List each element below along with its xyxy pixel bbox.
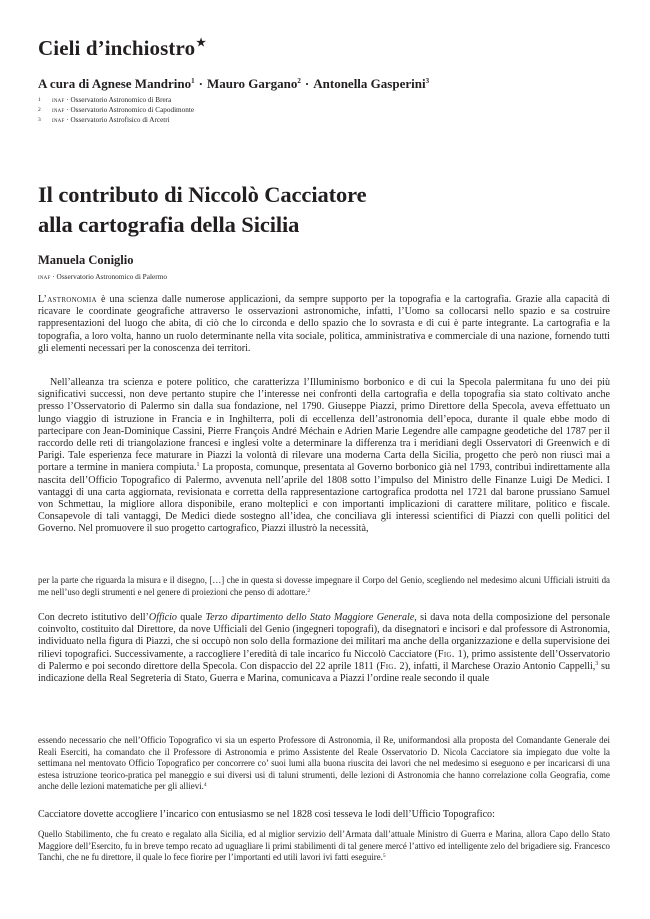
footnote-ref: 1: [196, 462, 200, 469]
paragraph-cacciatore: [38, 809, 610, 821]
article-title: [38, 180, 367, 240]
editors-prefix: A cura di: [38, 76, 90, 91]
author-affiliation: [38, 272, 167, 281]
paragraph-text: Cacciatore dovette accogliere l’incarico con entusiasmo se nel 1828 così tesseva le lodi dell’Ufficio Topografico:: [38, 809, 495, 820]
figure-ref: Fig. 2: [379, 660, 405, 672]
paragraph-text: Con decreto istitutivo dell’: [38, 612, 149, 623]
affiliation-item: [38, 115, 194, 125]
italic-term: Officio: [148, 612, 177, 623]
quote-text: essendo necessario che nell’Officio Topografico vi sia un esperto Professore di Astronomia, il Re, uniformandosi alla proposta del Comandante Generale dei Reali Eserciti, ha comandato che il Professore di Astronomia e primo Assistente del Reale Osservatorio D. Nicola Cacciatore sia impiegato due volte la settimana nel mentovato Officio Topografico per concorrere co’ suoi lumi alla buona riuscita dei lavori che nel medesimo si eseguono e per incaricarsi di una estesa istruzione teorico-pratica pel maneggio e sui diversi usi di taluni strumenti, delle lezioni di Astronomia che hanno correlazione colla Geografia, come anche delle lezioni matematiche per gli allievi.: [38, 735, 610, 792]
footnote-ref: 4: [203, 782, 207, 789]
footnote-ref: 5: [382, 853, 386, 860]
author-affiliation-org: inaf: [38, 272, 51, 281]
paragraph-decreto: [38, 612, 610, 685]
paragraph-text: Nell’alleanza tra scienza e potere politico, che caratterizza l’Illuminismo borbonico e di cui la Specola palermitana fu uno dei più significativi successi, non deve pertanto stupire che l’interesse nei confronti della cartografia e della topografia sia stato coltivato anche presso l’Osservatorio di Palermo sin dalla sua fondazione, nel 1790. Giuseppe Piazzi, primo Direttore della Specola, aveva effettuato un lungo viaggio di istruzione in Francia e in Inghilterra, poli di eccellenza dell’astronomia dell’epoca, durante il quale ebbe modo di partecipare con Jean-Dominique Cassini, Pierre François André Méchain e Adrien Marie Legendre alle campagne geodetiche del 1787 per il raccordo delle reti di triangolazione francesi e inglesi volte a determinare la differenza tra i meridiani degli Osservatori di Greenwich e di Parigi. Tale esperienza fece maturare in Piazzi la volontà di rilevare una moderna Carta della Sicilia, progetto che però non riuscì mai a portare a termine in maniera compiuta.: [38, 377, 610, 474]
editor-separator: ·: [198, 76, 203, 91]
paragraph-text: è una scienza dalle numerose applicazioni, da sempre supporto per la topografia e la cartografia. Grazie alla capacità di ricavare le coordinate geografiche attraverso le osservazioni astronomiche, infatti, l’Uomo sa collocarsi nello spazio e sa costruire rappresentazioni del luogo che abita, di ciò che lo circonda e dello spazio che lo sovrasta e di cui è parte integrante. La cartografia e la topografia, a loro volta, hanno un ruolo determinante nella vita sociale, politica, amministrativa e commerciale di una nazione, fornendo tutti gli elementi necessari per la conoscenza dei territori.: [38, 294, 610, 354]
affiliation-org: inaf: [52, 96, 65, 104]
affiliation-number: 2: [38, 107, 41, 114]
footnote-ref: 2: [307, 587, 311, 594]
affiliation-item: [38, 95, 194, 105]
affiliation-item: [38, 105, 194, 115]
editor-separator: ·: [304, 76, 310, 91]
figure-ref: Fig. 1: [437, 648, 464, 660]
editor-mark: 3: [425, 77, 430, 85]
italic-term: Terzo dipartimento dello Stato Maggiore Generale: [205, 612, 415, 623]
editor-name: Agnese Mandrino: [91, 76, 192, 91]
affiliation-number: 1: [38, 97, 41, 103]
block-quote: [38, 735, 610, 793]
affiliation-text: · Osservatorio Astrofisico di Arcetri: [64, 116, 170, 125]
footnote-ref: 3: [595, 660, 599, 667]
article-title-line: Il contributo di Niccolò Cacciatore: [38, 182, 367, 207]
affiliation-org: inaf: [52, 106, 65, 115]
quote-text: per la parte che riguarda la misura e il disegno, […] che in questa si dovesse impegnare il Corpo del Genio, scegliendo nel medesimo alcuni Ufficiali istruiti da me nell’uso degli strumenti e nel genere di proiezioni che penso di adottare.: [38, 575, 610, 597]
affiliation-org: inaf: [52, 116, 65, 125]
editors-line: [38, 76, 429, 92]
author-name: Manuela Coniglio: [38, 253, 134, 267]
affiliation-text: · Osservatorio Astronomico di Brera: [64, 96, 172, 104]
affiliation-list: [38, 95, 194, 126]
paragraph-alleanza: [38, 377, 610, 536]
block-quote: [38, 829, 610, 864]
editor-name: Mauro Gargano: [207, 76, 298, 91]
dropcap-word: L’astronomia: [38, 294, 97, 305]
paragraph-text: quale: [176, 612, 206, 623]
paragraph-text: ), primo assistente dell’Osservatorio di Palermo e poi secondo direttore della Specola. Con dispaccio del 22 aprile 1811 (: [38, 648, 610, 672]
journal-title-text: Cieli d’inchiostro: [38, 36, 196, 60]
article-title-line: alla cartografia della Sicilia: [38, 212, 300, 237]
editor-mark: 2: [297, 77, 301, 85]
editor-name: Antonella Gasperini: [313, 76, 426, 91]
affiliation-text: · Osservatorio Astronomico di Capodimonte: [64, 106, 195, 115]
paragraph-text: La proposta, comunque, presentata al Governo borbonico già nel 1793, contribuì indirettamente alla nascita dell’Officio Topografico di Palermo, avvenuta nell’aprile del 1808 sotto l’impulso del Ministro delle Finanze Luigi De Medici. I vantaggi di una carta aggiornata, revisionata e corretta della rappresentazione cartografica prodotta nel 1721 dal barone prussiano Samuel von Schmettau, la migliore allora disponibile, erano molteplici e con importanti implicazioni di carattere militare, politico e fiscale. Consapevole di tali vantaggi, De Medici diede sostegno all’idea, che conciliava gli interessi scientifici di Piazzi con quelli politici del Governo. Nel promuovere il suo progetto cartografico, Piazzi illustrò la necessità,: [38, 462, 610, 535]
paragraph-text: ), infatti, il Marchese Orazio Antonio Cappelli,: [404, 660, 596, 672]
quote-text: Quello Stabilimento, che fu creato e regalato alla Sicilia, ed al miglior servizio dell’Armata dall’attuale Ministro di Guerra e Marina, allora Capo dello Stato Maggiore dell’Esercito, fu in breve tempo recato ad uguagliare li primi stabilimenti di tal genere mercé l’attivo ed intelligente zelo del brigadiere sig. Francesco Tanchi, che ne fu direttore, il quale lo fece fiorire per l’importanti ed utili lavori ivi fatti eseguire.: [38, 829, 610, 863]
paragraph-text: su indicazione della Real Segreteria di Stato, Guerra e Marina, comunicava a Piazzi l’ordine reale secondo il quale: [38, 660, 610, 685]
paragraph-text: , si dava nota della composizione del personale coinvolto, costituito dal Direttore, da nove Ufficiali del Genio (ingegneri topografi), da disegnatori e incisori e dal professore di Astronomia, individuato nella figura di Piazzi, che si occupò non solo della formazione dei militari ma anche della organizzazione e della supervisione dei rilievi topografici. Successivamente, a raccogliere l’eredità di tale incarico fu Niccolò Cacciatore (: [38, 612, 610, 660]
journal-title: [38, 36, 206, 61]
block-quote: [38, 575, 610, 598]
paragraph-intro: [38, 294, 610, 355]
author-affiliation-text: · Osservatorio Astronomico di Palermo: [50, 272, 167, 281]
affiliation-number: 3: [38, 117, 41, 124]
editor-mark: 1: [191, 77, 195, 85]
journal-title-star: ★: [196, 37, 207, 49]
